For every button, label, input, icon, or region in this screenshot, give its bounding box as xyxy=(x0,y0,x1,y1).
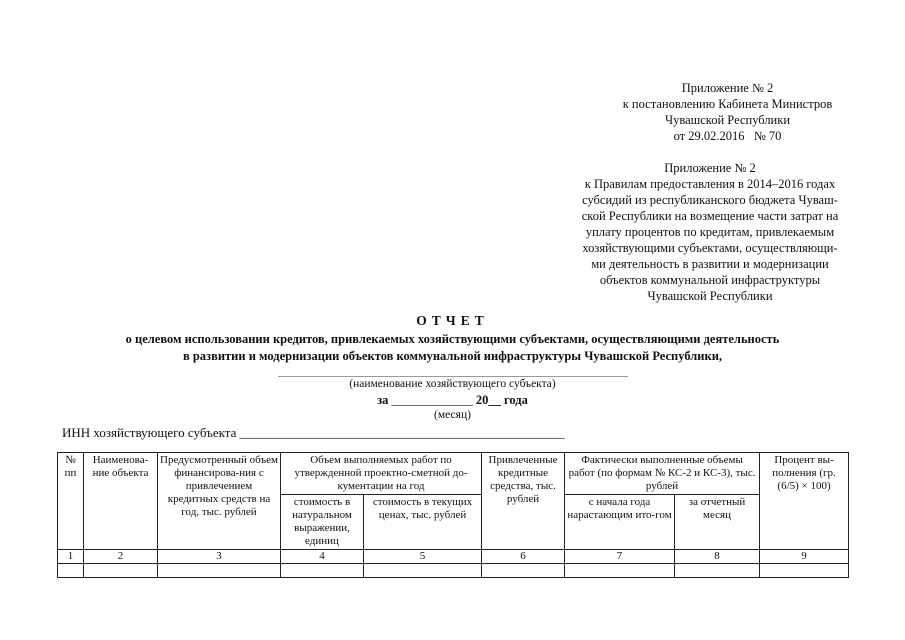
appendix-2-line-5: уплату процентов по кредитам, привлекаемым xyxy=(585,225,835,239)
period-prefix: за xyxy=(377,393,389,407)
appendix-1-line-1: Приложение № 2 xyxy=(681,81,774,95)
appendix-1-line-3: Чувашской Республики xyxy=(664,113,791,127)
header-cell-7: с начала года нарастающим ито-гом xyxy=(565,495,675,550)
column-number: 7 xyxy=(565,550,675,564)
report-table xyxy=(57,452,849,578)
inn-blank: __________________________________________________ xyxy=(239,425,565,440)
empty-cell xyxy=(58,564,84,578)
header-cell-2: Наименова-ние объекта xyxy=(84,453,158,550)
appendix-2-line-9: Чувашской Республики xyxy=(647,289,773,303)
table-header-row-1 xyxy=(58,453,849,495)
report-subtitle-line-1: о целевом использовании кредитов, привлекаемых хозяйствующими субъектами, осуществляющими деятельность xyxy=(125,332,780,346)
column-number: 6 xyxy=(482,550,565,564)
appendix-1-line-2: к постановлению Кабинета Министров xyxy=(622,97,833,111)
empty-cell xyxy=(158,564,281,578)
column-number: 5 xyxy=(364,550,482,564)
period-year: 20__ xyxy=(475,393,501,407)
inn-line xyxy=(62,425,565,441)
report-title: ОТЧЕТ xyxy=(416,313,489,328)
appendix-1-line-4: от 29.02.2016 № 70 xyxy=(673,129,782,143)
column-number: 9 xyxy=(760,550,849,564)
appendix-header-1 xyxy=(585,80,870,144)
empty-cell xyxy=(482,564,565,578)
month-caption: (месяц) xyxy=(434,409,471,421)
header-cell-4: стоимость в натуральном выражении, единиц xyxy=(281,495,364,550)
column-number: 4 xyxy=(281,550,364,564)
appendix-2-line-1: Приложение № 2 xyxy=(664,161,756,175)
column-number: 8 xyxy=(675,550,760,564)
header-cell-3: Предусмотренный объем финансирова-ния с привлечением кредитных средств на год, тыс. рублей xyxy=(158,453,281,550)
period-suffix: года xyxy=(504,393,528,407)
table-column-numbers-row xyxy=(58,550,849,564)
header-cell-5: стоимость в текущих ценах, тыс. рублей xyxy=(364,495,482,550)
appendix-header-2 xyxy=(545,160,875,304)
appendix-2-line-2: к Правилам предоставления в 2014–2016 годах xyxy=(584,177,836,191)
report-subtitle-line-2: в развитии и модернизации объектов коммунальной инфраструктуры Чувашской Республики, xyxy=(182,349,723,363)
header-cell-9: Процент вы-полнения (гр. (6/5) × 100) xyxy=(760,453,849,550)
empty-cell xyxy=(84,564,158,578)
entity-name-line xyxy=(278,376,628,377)
column-number: 1 xyxy=(58,550,84,564)
appendix-2-line-4: ской Республики на возмещение части затрат на xyxy=(581,209,839,223)
column-number: 3 xyxy=(158,550,281,564)
header-cell-7-8: Фактически выполненные объемы работ (по формам № КС-2 и КС-3), тыс. рублей xyxy=(565,453,760,495)
header-cell-4-5: Объем выполняемых работ по утвержденной проектно-сметной до-кументации на год xyxy=(281,453,482,495)
column-number: 2 xyxy=(84,550,158,564)
appendix-2-line-8: объектов коммунальной инфраструктуры xyxy=(599,273,821,287)
header-cell-1: № пп xyxy=(58,453,84,550)
empty-cell xyxy=(675,564,760,578)
report-period xyxy=(0,393,905,408)
appendix-2-line-7: ми деятельность в развитии и модернизации xyxy=(591,257,829,271)
table-empty-row xyxy=(58,564,849,578)
appendix-2-line-6: хозяйствующими субъектами, осуществляющи- xyxy=(582,241,838,255)
empty-cell xyxy=(565,564,675,578)
empty-cell xyxy=(760,564,849,578)
entity-caption: (наименование хозяйствующего субъекта) xyxy=(349,378,556,390)
appendix-2-line-3: субсидий из республиканского бюджета Чуваш- xyxy=(582,193,838,207)
period-month-blank: _____________ xyxy=(391,393,473,407)
header-cell-6: Привлеченные кредитные средства, тыс. рублей xyxy=(482,453,565,550)
header-cell-8: за отчетный месяц xyxy=(675,495,760,550)
inn-label: ИНН хозяйствующего субъекта xyxy=(62,425,237,440)
empty-cell xyxy=(281,564,364,578)
empty-cell xyxy=(364,564,482,578)
report-subtitle xyxy=(40,331,865,365)
